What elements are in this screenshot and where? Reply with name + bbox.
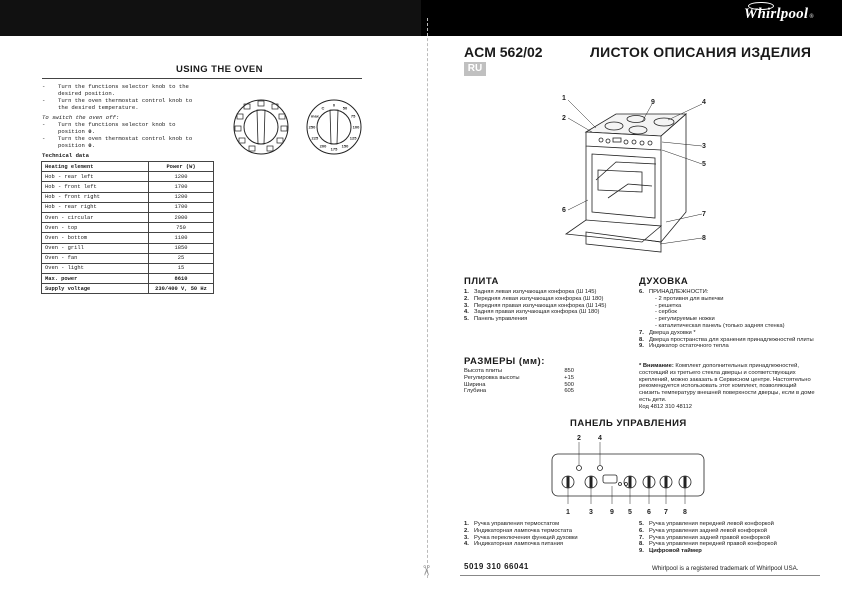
- table-row: Hob - front right 1200: [42, 192, 214, 202]
- list-item: 6. ПРИНАДЛЕЖНОСТИ:: [639, 289, 709, 295]
- table-row: Hob - rear right 1700: [42, 202, 214, 212]
- table-total-row: Max. power 8610: [42, 274, 214, 284]
- dimension-row: Глубина 605: [464, 388, 574, 395]
- table-row: Oven - grill 1850: [42, 243, 214, 253]
- table-total-row: Supply voltage 230/400 V, 50 Hz: [42, 284, 214, 294]
- callout-label: 8: [702, 235, 706, 242]
- scissors-icon: ✂: [418, 564, 435, 577]
- thermo-dial-label: max: [310, 113, 319, 119]
- instruction-text: Turn the functions selector knob to the desired position.: [58, 83, 189, 97]
- thermo-dial-label: 150: [341, 143, 349, 149]
- brand-name: Whirlpool: [743, 6, 809, 22]
- thermo-dial-label: 175: [330, 146, 338, 152]
- technical-data-table: [41, 161, 214, 294]
- note-code: Код 4812 310 48112: [639, 403, 692, 410]
- list-subitem: - 2 противня для выпечки: [655, 295, 724, 302]
- document-code: 5019 310 66041: [464, 562, 529, 571]
- list-item: 4. Задняя правая излучающая конфорка (Ш 180): [464, 309, 600, 316]
- callout-label: 4: [702, 99, 706, 106]
- list-item: 1. Ручка управления термостатом: [464, 521, 560, 527]
- panel-callout-label: 4: [598, 435, 602, 442]
- table-row: Oven - bottom 1100: [42, 233, 214, 243]
- list-item: 4. Индикаторная лампочка питания: [464, 541, 564, 548]
- table-row: Hob - rear left 1200: [42, 172, 214, 182]
- panel-knob-grip: [648, 477, 651, 488]
- bottom-rule: [460, 575, 820, 576]
- dimension-row: Высота плиты 850: [464, 368, 574, 374]
- list-item: 6. Ручка управления задней левой конфоркой: [639, 527, 768, 534]
- hob-section-title: ПЛИТА: [464, 276, 499, 287]
- instruction-row: - Turn the oven thermostat control knob to the desired temperature.: [42, 97, 202, 111]
- list-item: 3. Ручка переключения функций духовки: [464, 534, 578, 541]
- table-row: Oven - circular 2000: [42, 212, 214, 222]
- thermo-dial-label: 125: [349, 135, 357, 141]
- top-bar-left: [0, 0, 421, 36]
- list-item: 7. Ручка управления задней правой конфоркой: [639, 534, 771, 541]
- dimension-row: Ширина 500: [464, 381, 574, 388]
- callout-label: 6: [562, 207, 566, 214]
- list-item: 7. Дверца духовки *: [639, 329, 696, 336]
- oven-instructions: [42, 83, 202, 111]
- control-panel-diagram: [548, 430, 708, 520]
- list-subitem: - решетка: [655, 302, 682, 309]
- table-header-row: [42, 162, 214, 172]
- list-subitem: - сербок: [655, 309, 677, 316]
- brand-tm: ®: [809, 14, 814, 20]
- list-item: 1. Задняя левая излучающая конфорка (Ш 145): [464, 289, 597, 295]
- dimensions-list: [464, 368, 574, 395]
- note-text: Комплект дополнительных принадлежностей, состоящий из третьего стекла дверцы и соответствующих креплений, можно заказать в Сервисном центре. Настоятельно рекомендуется использовать этот комплект, позволяющий снизить температуру внешней поверхности дверцы, если в доме есть дети.: [639, 363, 815, 403]
- thermostat-knob-diagram: [305, 98, 363, 156]
- panel-callout-label: 7: [664, 509, 668, 516]
- switch-off-row: - Turn the oven thermostat control knob to position 0.: [42, 135, 193, 149]
- cut-line: [427, 18, 428, 578]
- column-header: Power (W): [149, 162, 214, 172]
- table-row: Oven - top 750: [42, 223, 214, 233]
- panel-callout-label: 8: [683, 509, 687, 516]
- callout-label: 5: [702, 161, 706, 168]
- list-item: 3. Передняя правая излучающая конфорка (Ш 145): [464, 302, 607, 309]
- callout-label: 3: [702, 143, 706, 150]
- panel-list-right: [639, 521, 829, 555]
- thermo-dial-label: 200: [319, 143, 327, 149]
- list-item: 2. Передняя левая излучающая конфорка (Ш 180): [464, 295, 604, 302]
- oven-list: [639, 289, 824, 350]
- list-item: 9. Индикатор остаточного тепла: [639, 343, 729, 350]
- thermo-dial-label: 0: [332, 102, 336, 108]
- table-row: Oven - fan 25: [42, 253, 214, 263]
- panel-callout-label: 3: [589, 509, 593, 516]
- list-subitem: - регулируемые ножки: [655, 316, 715, 323]
- function-selector-knob-diagram: [232, 98, 290, 156]
- language-badge: RU: [464, 62, 486, 76]
- callout-label: 2: [562, 115, 566, 122]
- thermo-dial-label: 75: [350, 113, 356, 119]
- thermo-dial-label: 50: [342, 105, 348, 111]
- left-title-rule: [42, 78, 362, 79]
- list-subitem: - каталитическая панель (только задняя стенка): [655, 322, 785, 329]
- cooker-illustration: [556, 92, 726, 257]
- top-bar: [0, 0, 842, 36]
- instruction-text: Turn the oven thermostat control knob to the desired temperature.: [58, 97, 193, 111]
- whirlpool-logo: [744, 6, 814, 23]
- technical-data-title: Technical data: [42, 152, 89, 159]
- switch-off-label: To switch the oven off:: [42, 114, 120, 121]
- column-header: Heating element: [42, 162, 149, 172]
- note-label: * Внимание:: [639, 363, 674, 369]
- trademark-notice: Whirlpool is a registered trademark of Whirlpool USA.: [652, 565, 799, 572]
- dimension-row: Регулировка высоты +15: [464, 374, 574, 381]
- table-row: Hob - front left 1700: [42, 182, 214, 192]
- thermo-dial-label: 225: [311, 135, 319, 141]
- panel-callout-label: 9: [610, 509, 614, 516]
- panel-callout-label: 1: [566, 509, 570, 516]
- list-item: 8. Дверца пространства для хранения принадлежностей плиты: [639, 336, 814, 343]
- panel-callout-label: 2: [577, 435, 581, 442]
- switch-off-row: - Turn the functions selector knob to position 0.: [42, 121, 176, 135]
- model-number: ACM 562/02: [464, 44, 543, 60]
- list-item: 8. Ручка управления передней правой конфоркой: [639, 541, 777, 548]
- oven-section-title: ДУХОВКА: [639, 276, 689, 287]
- panel-knob-grip: [629, 477, 632, 488]
- callout-label: 1: [562, 95, 566, 102]
- list-item: 2. Индикаторная лампочка термостата: [464, 527, 572, 534]
- panel-knob-grip: [567, 477, 570, 488]
- hob-list: [464, 289, 634, 323]
- logo-swoosh-icon: [748, 2, 774, 10]
- panel-callout-label: 6: [647, 509, 651, 516]
- thermo-dial-label: C: [321, 105, 325, 111]
- attention-note: [639, 363, 819, 411]
- dimensions-title: РАЗМЕРЫ (мм):: [464, 356, 545, 367]
- panel-knob-grip: [590, 477, 593, 488]
- list-item: 5. Ручка управления передней левой конфоркой: [639, 521, 774, 527]
- panel-list-left: [464, 521, 639, 548]
- thermo-dial-label: 250: [308, 124, 316, 130]
- control-panel-title: ПАНЕЛЬ УПРАВЛЕНИЯ: [570, 418, 687, 429]
- instruction-row: - Turn the functions selector knob to the desired position.: [42, 83, 202, 97]
- table-row: Oven - light 15: [42, 263, 214, 273]
- callout-label: 7: [702, 211, 706, 218]
- panel-knob-grip: [684, 477, 687, 488]
- panel-knob-grip: [665, 477, 668, 488]
- switch-off-instructions: [42, 114, 202, 149]
- product-sheet-title: ЛИСТОК ОПИСАНИЯ ИЗДЕЛИЯ: [590, 44, 812, 60]
- left-page-title: USING THE OVEN: [176, 64, 263, 75]
- panel-callout-label: 5: [628, 509, 632, 516]
- callout-label: 9: [651, 99, 655, 106]
- list-item: 9. Цифровой таймер: [639, 548, 702, 555]
- list-item: 5. Панель управления: [464, 316, 528, 323]
- thermo-dial-label: 100: [352, 124, 360, 130]
